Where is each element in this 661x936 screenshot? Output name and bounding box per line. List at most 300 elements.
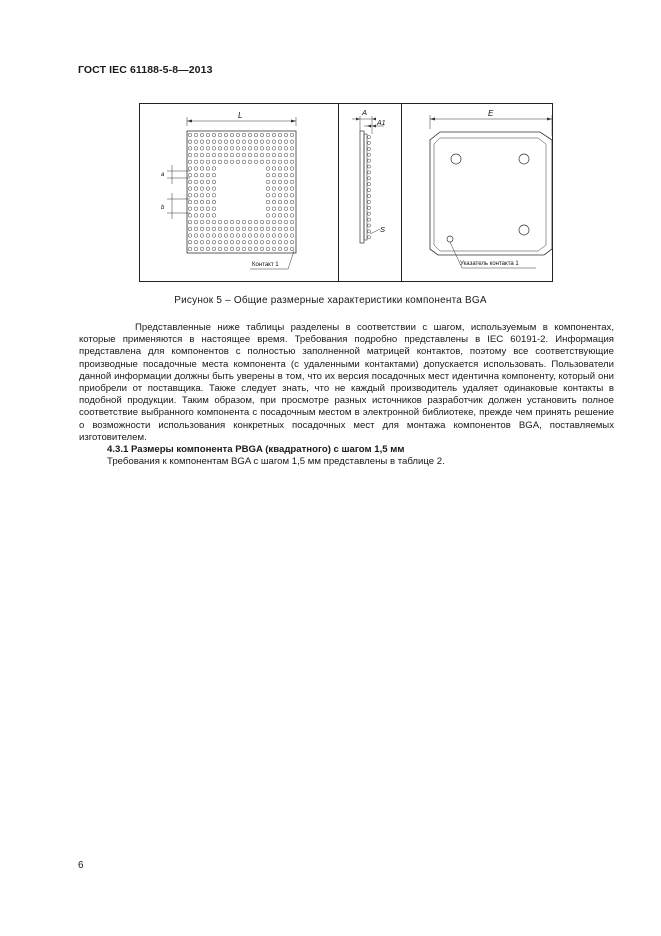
solder-ball [200, 153, 204, 157]
solder-ball [206, 160, 210, 164]
side-solder-ball [367, 165, 370, 168]
side-balls [367, 135, 370, 239]
solder-ball [188, 173, 192, 177]
solder-ball [290, 214, 294, 218]
solder-ball [290, 247, 294, 251]
solder-ball [248, 227, 252, 231]
solder-ball [242, 133, 246, 137]
solder-ball [236, 140, 240, 144]
solder-ball [290, 200, 294, 204]
solder-ball [194, 173, 198, 177]
solder-ball [194, 153, 198, 157]
solder-ball [272, 147, 276, 151]
dimension-b-label: b [161, 205, 165, 211]
solder-ball [224, 160, 228, 164]
solder-ball [230, 234, 234, 238]
body-text [79, 322, 614, 468]
solder-ball [194, 240, 198, 244]
solder-ball [236, 227, 240, 231]
solder-ball [278, 153, 282, 157]
solder-ball [272, 153, 276, 157]
solder-ball [260, 227, 264, 231]
solder-ball [188, 220, 192, 224]
solder-ball [200, 194, 204, 198]
solder-ball [194, 200, 198, 204]
solder-ball [260, 153, 264, 157]
bga-bottom-view [161, 111, 296, 269]
solder-ball [218, 147, 222, 151]
solder-ball [242, 240, 246, 244]
side-solder-ball [367, 159, 370, 162]
solder-ball [188, 227, 192, 231]
dimension-A-label: A [362, 108, 368, 117]
solder-ball [242, 160, 246, 164]
solder-ball [272, 160, 276, 164]
solder-ball [290, 220, 294, 224]
solder-ball [236, 153, 240, 157]
solder-ball [266, 227, 270, 231]
solder-ball [200, 207, 204, 211]
solder-ball [194, 247, 198, 251]
solder-ball [212, 234, 216, 238]
solder-ball [206, 147, 210, 151]
solder-ball [266, 173, 270, 177]
solder-ball [188, 140, 192, 144]
solder-ball [254, 147, 258, 151]
solder-ball [248, 147, 252, 151]
solder-ball [230, 133, 234, 137]
solder-ball [266, 167, 270, 171]
solder-ball [278, 214, 282, 218]
solder-ball [236, 160, 240, 164]
solder-ball [206, 240, 210, 244]
solder-ball [284, 247, 288, 251]
solder-ball [278, 133, 282, 137]
solder-ball [188, 180, 192, 184]
solder-ball [278, 194, 282, 198]
solder-ball [272, 214, 276, 218]
solder-ball [290, 207, 294, 211]
solder-ball [254, 240, 258, 244]
solder-ball [278, 187, 282, 191]
solder-ball [290, 180, 294, 184]
side-solder-ball [367, 218, 370, 221]
solder-ball [236, 234, 240, 238]
solder-ball [230, 147, 234, 151]
solder-ball [206, 200, 210, 204]
solder-ball [284, 167, 288, 171]
solder-ball [266, 234, 270, 238]
solder-ball [218, 220, 222, 224]
solder-ball [266, 140, 270, 144]
solder-ball [266, 240, 270, 244]
solder-ball [272, 187, 276, 191]
solder-ball [194, 207, 198, 211]
solder-ball [278, 140, 282, 144]
solder-ball [266, 220, 270, 224]
solder-ball [248, 220, 252, 224]
solder-ball [206, 133, 210, 137]
solder-ball [278, 200, 282, 204]
solder-ball [206, 167, 210, 171]
solder-ball [284, 194, 288, 198]
solder-ball [278, 147, 282, 151]
solder-ball [194, 167, 198, 171]
solder-ball [224, 133, 228, 137]
solder-ball [194, 180, 198, 184]
solder-ball [284, 220, 288, 224]
side-solder-ball [367, 141, 370, 144]
solder-ball [200, 147, 204, 151]
solder-ball [212, 247, 216, 251]
ball-grid [188, 133, 294, 251]
solder-ball [278, 247, 282, 251]
solder-ball [254, 234, 258, 238]
solder-ball [284, 227, 288, 231]
solder-ball [212, 140, 216, 144]
solder-ball [242, 147, 246, 151]
solder-ball [284, 147, 288, 151]
solder-ball [212, 180, 216, 184]
solder-ball [278, 240, 282, 244]
solder-ball [260, 160, 264, 164]
document-header: ГОСТ IEC 61188-5-8—2013 [78, 64, 213, 76]
solder-ball [212, 240, 216, 244]
solder-ball [236, 147, 240, 151]
solder-ball [248, 153, 252, 157]
solder-ball [266, 247, 270, 251]
solder-ball [200, 247, 204, 251]
solder-ball [290, 133, 294, 137]
solder-ball [266, 200, 270, 204]
solder-ball [188, 207, 192, 211]
dimension-L-label: L [238, 111, 243, 120]
solder-ball [260, 234, 264, 238]
solder-ball [212, 194, 216, 198]
solder-ball [200, 167, 204, 171]
side-solder-ball [367, 189, 370, 192]
solder-ball [290, 167, 294, 171]
solder-ball [266, 207, 270, 211]
solder-ball [212, 200, 216, 204]
solder-ball [278, 160, 282, 164]
solder-ball [230, 140, 234, 144]
solder-ball [194, 220, 198, 224]
solder-ball [248, 234, 252, 238]
solder-ball [242, 234, 246, 238]
solder-ball [272, 173, 276, 177]
solder-ball [248, 133, 252, 137]
solder-ball [284, 234, 288, 238]
contact-1-label: Контакт 1 [252, 262, 279, 268]
solder-ball [230, 160, 234, 164]
side-solder-ball [367, 200, 370, 203]
solder-ball [200, 140, 204, 144]
solder-ball [260, 240, 264, 244]
solder-ball [260, 140, 264, 144]
solder-ball [194, 140, 198, 144]
bga-top-view [430, 109, 552, 268]
solder-ball [254, 133, 258, 137]
solder-ball [254, 247, 258, 251]
solder-ball [194, 133, 198, 137]
solder-ball [266, 187, 270, 191]
solder-ball [272, 240, 276, 244]
body-paragraph: Представленные ниже таблицы разделены в соответствии с шагом, используемым в компонентах, которые применяются в настоящее время. Требования подробно представлены в IEC 60191-2. Информация представлена для компонентов с полностью заполненной матрицей контактов, поэтому все соответствующие производные посадочные места компонента (с удаленными контактами) допускается использовать. Пользователи данной информации должны быть уверены в том, что их версия посадочных мест идентична компоненту, который они приобрели от поставщика. Также следует знать, что не каждый производитель удаляет одинаковые контакты в подобной продукции. Таким образом, при просмотре разных источников разработчик должен установить полное соответствие выбранного компонента с посадочным местом в электронной библиотеке, прежде чем принять решение о возможности использования конкретных посадочных мест для монтажа компонентов BGA, поставляемых изготовителем. [79, 322, 614, 443]
solder-ball [224, 247, 228, 251]
solder-ball [272, 194, 276, 198]
solder-ball [272, 234, 276, 238]
solder-ball [200, 180, 204, 184]
solder-ball [284, 140, 288, 144]
solder-ball [212, 207, 216, 211]
solder-ball [212, 167, 216, 171]
solder-ball [218, 227, 222, 231]
solder-ball [188, 200, 192, 204]
side-solder-ball [367, 206, 370, 209]
solder-ball [290, 153, 294, 157]
solder-ball [236, 240, 240, 244]
pin1-indicator-label: Указатель контакта 1 [460, 261, 519, 267]
solder-ball [272, 140, 276, 144]
solder-ball [212, 153, 216, 157]
solder-ball [194, 234, 198, 238]
solder-ball [206, 247, 210, 251]
solder-ball [248, 247, 252, 251]
solder-ball [188, 160, 192, 164]
solder-ball [206, 227, 210, 231]
solder-ball [188, 214, 192, 218]
solder-ball [272, 247, 276, 251]
solder-ball [188, 194, 192, 198]
solder-ball [242, 227, 246, 231]
solder-ball [194, 187, 198, 191]
side-solder-ball [367, 177, 370, 180]
solder-ball [194, 194, 198, 198]
solder-ball [218, 247, 222, 251]
solder-ball [272, 133, 276, 137]
solder-ball [200, 227, 204, 231]
solder-ball [224, 240, 228, 244]
dimension-S-label: S [380, 225, 386, 234]
solder-ball [290, 234, 294, 238]
solder-ball [206, 234, 210, 238]
solder-ball [218, 240, 222, 244]
solder-ball [212, 173, 216, 177]
solder-ball [188, 187, 192, 191]
solder-ball [224, 147, 228, 151]
side-solder-ball [367, 236, 370, 239]
solder-ball [212, 160, 216, 164]
solder-ball [290, 227, 294, 231]
solder-ball [284, 214, 288, 218]
solder-ball [278, 173, 282, 177]
solder-ball [272, 207, 276, 211]
side-solder-ball [367, 135, 370, 138]
solder-ball [278, 207, 282, 211]
solder-ball [212, 227, 216, 231]
solder-ball [260, 133, 264, 137]
solder-ball [236, 133, 240, 137]
solder-ball [278, 167, 282, 171]
solder-ball [284, 187, 288, 191]
solder-ball [188, 147, 192, 151]
solder-ball [200, 173, 204, 177]
solder-ball [254, 140, 258, 144]
solder-ball [260, 220, 264, 224]
solder-ball [218, 133, 222, 137]
solder-ball [272, 200, 276, 204]
solder-ball [284, 240, 288, 244]
section-text: Требования к компонентам BGA с шагом 1,5 мм представлены в таблице 2. [107, 456, 445, 468]
solder-ball [272, 180, 276, 184]
figure-5-frame [139, 103, 553, 282]
solder-ball [266, 153, 270, 157]
solder-ball [194, 227, 198, 231]
side-solder-ball [367, 194, 370, 197]
solder-ball [230, 227, 234, 231]
solder-ball [200, 214, 204, 218]
solder-ball [254, 160, 258, 164]
solder-ball [266, 214, 270, 218]
solder-ball [248, 240, 252, 244]
dimension-A1-label: A1 [377, 120, 386, 127]
side-solder-ball [367, 212, 370, 215]
solder-ball [206, 140, 210, 144]
solder-ball [224, 234, 228, 238]
solder-ball [242, 153, 246, 157]
solder-ball [290, 173, 294, 177]
solder-ball [200, 200, 204, 204]
solder-ball [284, 200, 288, 204]
solder-ball [278, 180, 282, 184]
solder-ball [236, 247, 240, 251]
solder-ball [266, 194, 270, 198]
solder-ball [272, 227, 276, 231]
page-number: 6 [78, 860, 84, 871]
solder-ball [284, 173, 288, 177]
solder-ball [284, 133, 288, 137]
solder-ball [242, 247, 246, 251]
solder-ball [284, 160, 288, 164]
solder-ball [224, 140, 228, 144]
solder-ball [236, 220, 240, 224]
solder-ball [260, 247, 264, 251]
solder-ball [206, 207, 210, 211]
solder-ball [206, 153, 210, 157]
solder-ball [290, 187, 294, 191]
side-solder-ball [367, 147, 370, 150]
solder-ball [254, 153, 258, 157]
solder-ball [284, 207, 288, 211]
figure-caption: Рисунок 5 – Общие размерные характеристики компонента BGA [174, 295, 487, 306]
solder-ball [266, 180, 270, 184]
section-heading: 4.3.1 Размеры компонента PBGA (квадратного) с шагом 1,5 мм [107, 444, 405, 456]
solder-ball [254, 220, 258, 224]
solder-ball [290, 160, 294, 164]
solder-ball [194, 214, 198, 218]
solder-ball [194, 160, 198, 164]
solder-ball [200, 160, 204, 164]
solder-ball [212, 187, 216, 191]
solder-ball [290, 240, 294, 244]
solder-ball [200, 187, 204, 191]
solder-ball [284, 153, 288, 157]
solder-ball [188, 133, 192, 137]
solder-ball [278, 234, 282, 238]
solder-ball [206, 173, 210, 177]
solder-ball [290, 140, 294, 144]
solder-ball [266, 147, 270, 151]
solder-ball [194, 147, 198, 151]
solder-ball [212, 214, 216, 218]
solder-ball [218, 153, 222, 157]
solder-ball [224, 220, 228, 224]
solder-ball [272, 167, 276, 171]
solder-ball [200, 133, 204, 137]
solder-ball [284, 180, 288, 184]
solder-ball [218, 234, 222, 238]
solder-ball [206, 180, 210, 184]
solder-ball [290, 147, 294, 151]
solder-ball [272, 220, 276, 224]
bga-drawing [140, 104, 554, 283]
solder-ball [200, 234, 204, 238]
solder-ball [266, 133, 270, 137]
solder-ball [230, 247, 234, 251]
solder-ball [266, 160, 270, 164]
solder-ball [278, 227, 282, 231]
side-solder-ball [367, 171, 370, 174]
solder-ball [224, 153, 228, 157]
solder-ball [212, 133, 216, 137]
side-solder-ball [367, 224, 370, 227]
solder-ball [248, 160, 252, 164]
solder-ball [212, 147, 216, 151]
solder-ball [188, 234, 192, 238]
solder-ball [206, 194, 210, 198]
solder-ball [200, 220, 204, 224]
solder-ball [290, 194, 294, 198]
solder-ball [206, 220, 210, 224]
solder-ball [230, 240, 234, 244]
solder-ball [188, 247, 192, 251]
dimension-a-label: a [161, 172, 165, 178]
solder-ball [206, 214, 210, 218]
solder-ball [230, 153, 234, 157]
solder-ball [218, 140, 222, 144]
solder-ball [242, 220, 246, 224]
side-solder-ball [367, 153, 370, 156]
solder-ball [188, 240, 192, 244]
solder-ball [218, 160, 222, 164]
solder-ball [242, 140, 246, 144]
solder-ball [188, 167, 192, 171]
bga-side-view [352, 108, 386, 243]
solder-ball [224, 227, 228, 231]
solder-ball [206, 187, 210, 191]
solder-ball [200, 240, 204, 244]
solder-ball [260, 147, 264, 151]
side-solder-ball [367, 183, 370, 186]
solder-ball [230, 220, 234, 224]
side-solder-ball [367, 230, 370, 233]
solder-ball [188, 153, 192, 157]
dimension-E-label: E [488, 109, 494, 118]
solder-ball [248, 140, 252, 144]
solder-ball [278, 220, 282, 224]
solder-ball [254, 227, 258, 231]
